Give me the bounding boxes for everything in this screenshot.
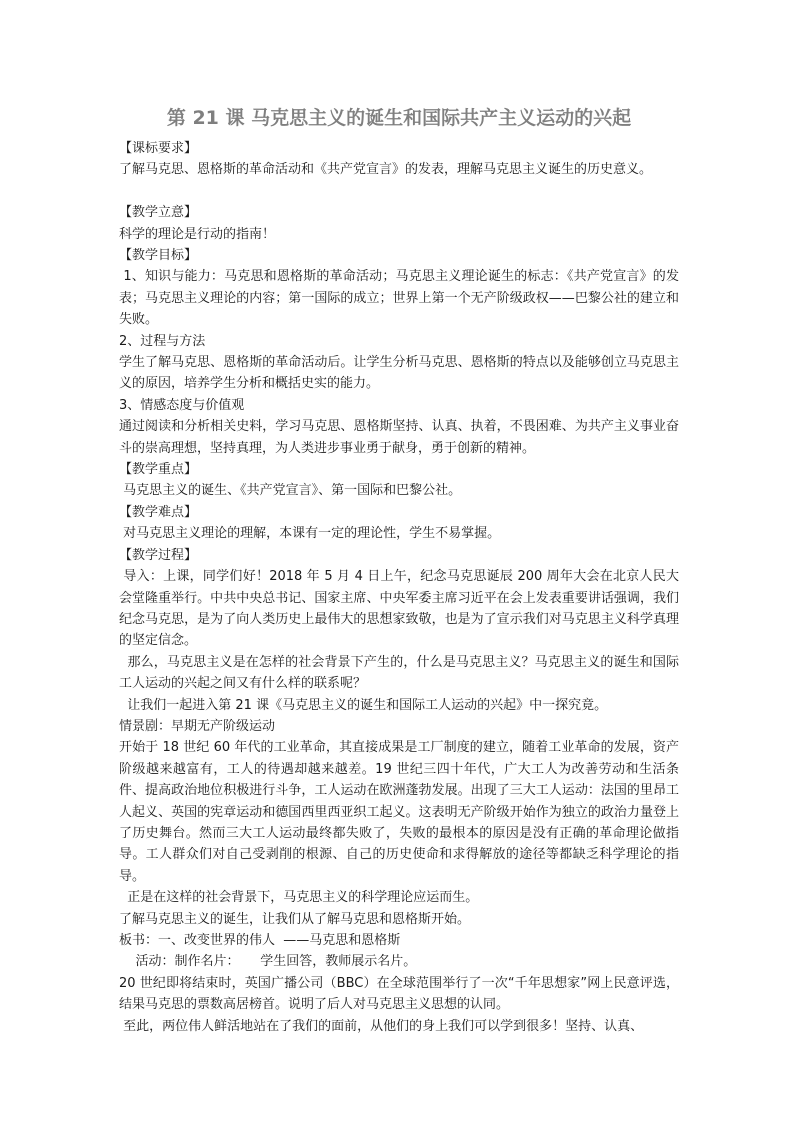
paragraph: 【教学目标】 xyxy=(119,248,198,264)
paragraph: 学生了解马克思、恩格斯的革命活动后。让学生分析马克思、恩格斯的特点以及能够创立马克思主义的原因，培养学生分析和概括史实的能力。 xyxy=(119,355,679,392)
paragraph: 板书：一、改变世界的伟人 ——马克思和恩格斯 xyxy=(119,933,401,949)
paragraph: 科学的理论是行动的指南！ xyxy=(119,226,276,242)
document-body xyxy=(119,104,679,1037)
paragraph: 对马克思主义理论的理解，本课有一定的理论性，学生不易掌握。 xyxy=(119,526,501,542)
paragraph xyxy=(119,181,679,202)
paragraph: 开始于 18 世纪 60 年代的工业革命，其直接成果是工厂制度的建立，随着工业革命的发展，资产阶级越来越富有，工人的待遇却越来越差。19 世纪三四十年代，广大工人为改善劳动和生活条件、提高政治地位积极进行斗争，工人运动在欧洲蓬勃发展。出现了三大工人运动：法国的里昂工人起义、英国的宪章运动和德国西里西亚织工起义。这表明无产阶级开始作为独立的政治力量登上了历史舞台。然而三大工人运动最终都失败了，失败的最根本的原因是没有正确的革命理论做指导。工人群众们对自己受剥削的根源、自己的历史使命和求得解放的途径等都缺乏科学理论的指导。 xyxy=(119,740,679,884)
paragraph: 正是在这样的社会背景下，马克思主义的科学理论应运而生。 xyxy=(119,890,479,906)
lesson-title: 第 21 课 马克思主义的诞生和国际共产主义运动的兴起 xyxy=(166,107,632,129)
paragraph: 2、过程与方法 xyxy=(119,333,206,349)
paragraph: 至此，两位伟人鲜活地站在了我们的面前，从他们的身上我们可以学到很多！坚持、认真、 xyxy=(119,1018,644,1034)
paragraph: 让我们一起进入第 21 课《马克思主义的诞生和国际工人运动的兴起》中一探究竟。 xyxy=(119,697,608,713)
paragraph: 了解马克思、恩格斯的革命活动和《共产党宣言》的发表，理解马克思主义诞生的历史意义。 xyxy=(119,162,653,178)
paragraph: 那么，马克思主义是在怎样的社会背景下产生的，什么是马克思主义？马克思主义的诞生和国际工人运动的兴起之间又有什么样的联系呢？ xyxy=(119,654,679,692)
paragraph: 【教学难点】 xyxy=(119,504,198,520)
paragraph: 【课标要求】 xyxy=(119,141,198,156)
paragraph: 情景剧：早期无产阶级运动 xyxy=(119,718,276,734)
paragraph: 马克思主义的诞生、《共产党宣言》、第一国际和巴黎公社。 xyxy=(119,483,462,499)
paragraph: 20 世纪即将结束时，英国广播公司（BBC）在全球范围举行了一次“千年思想家”网上民意评选，结果马克思的票数高居榜首。说明了后人对马克思主义思想的认同。 xyxy=(119,975,679,1013)
paragraph: 【教学重点】 xyxy=(119,462,198,478)
paragraph: 了解马克思主义的诞生，让我们从了解马克思和恩格斯开始。 xyxy=(119,911,471,927)
paragraph: 通过阅读和分析相关史料，学习马克思、恩格斯坚持、认真、执着，不畏困难、为共产主义事业奋斗的崇高理想，坚持真理，为人类进步事业勇于献身，勇于创新的精神。 xyxy=(119,419,679,456)
paragraph: 活动：制作名片： 学生回答，教师展示名片。 xyxy=(119,954,417,970)
paragraph: 【教学过程】 xyxy=(119,547,198,563)
paragraph: 1、知识与能力：马克思和恩格斯的革命活动；马克思主义理论诞生的标志：《共产党宣言》的发表；马克思主义理论的内容；第一国际的成立；世界上第一个无产阶级政权——巴黎公社的建立和失败。 xyxy=(119,269,679,328)
paragraph: 3、情感态度与价值观 xyxy=(119,397,245,413)
paragraph: 【教学立意】 xyxy=(119,205,198,221)
paragraph: 导入：上课，同学们好！2018 年 5 月 4 日上午，纪念马克思诞辰 200 周年大会在北京人民大会堂隆重举行。中共中央总书记、国家主席、中央军委主席习近平在会上发表重要讲话强调，我们纪念马克思，是为了向人类历史上最伟大的思想家致敬，也是为了宣示我们对马克思主义科学真理的坚定信念。 xyxy=(119,569,679,649)
paragraph-list xyxy=(119,138,679,1037)
